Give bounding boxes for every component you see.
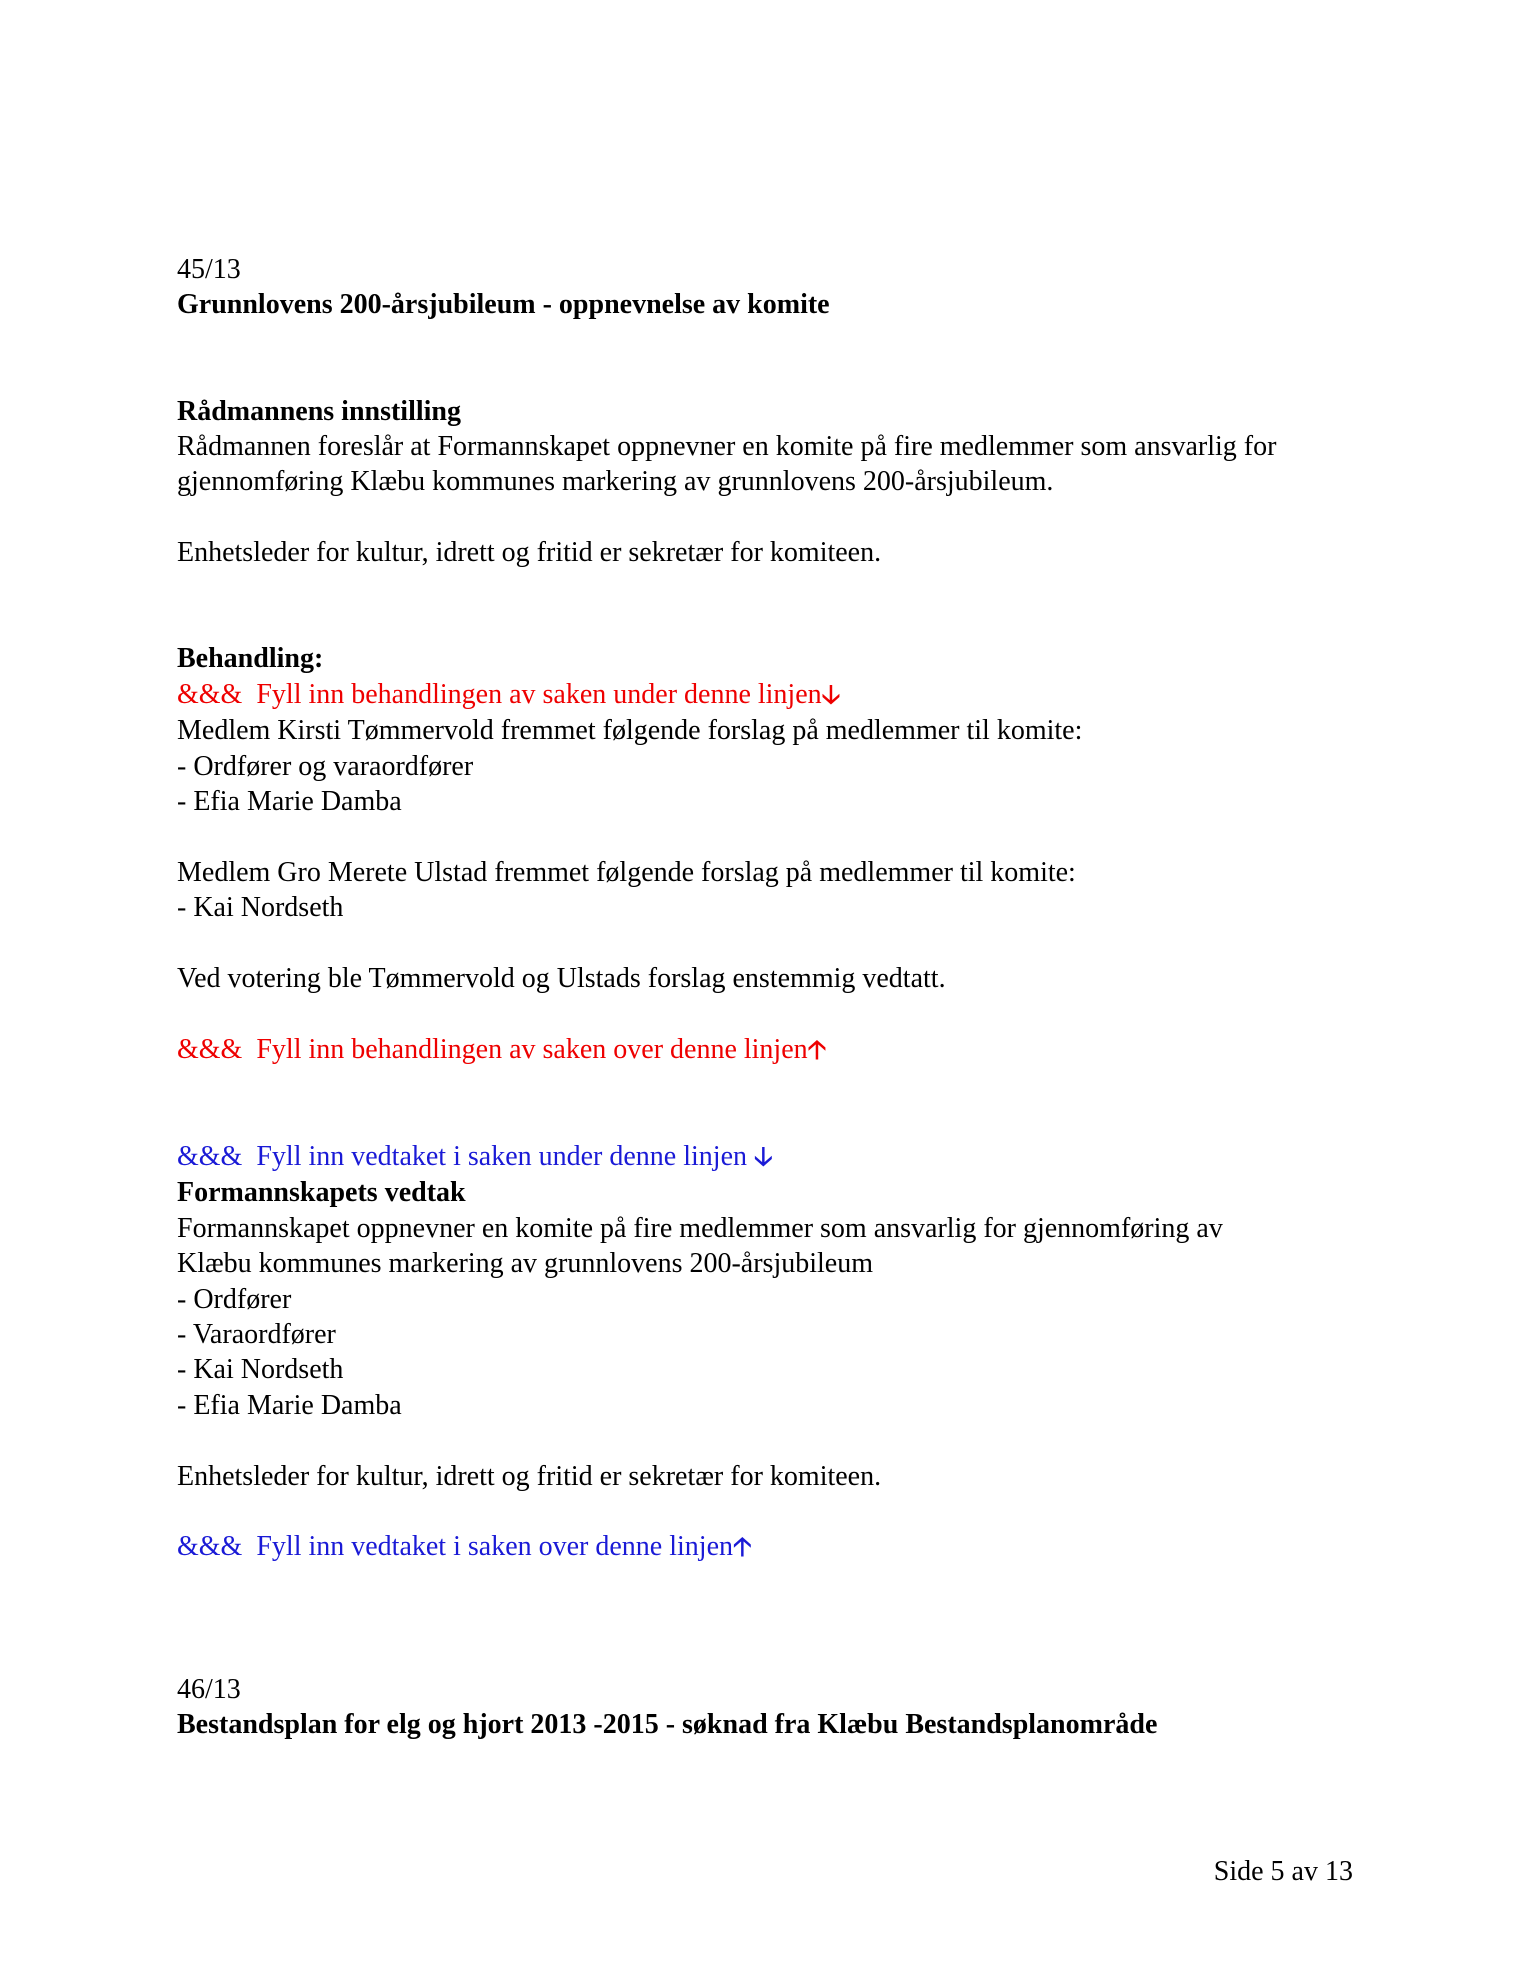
page-number: Side 5 av 13 (1213, 1856, 1353, 1887)
spacer (177, 1423, 1367, 1458)
spacer (177, 1104, 1367, 1139)
spacer (177, 1494, 1367, 1529)
proposal-intro: Medlem Kirsti Tømmervold fremmet følgende forslag på medlemmer til komite: (177, 715, 1083, 747)
arrow-down-icon: 🡣 (754, 1142, 773, 1173)
spacer (177, 1068, 1367, 1103)
case-number: 45/13 (177, 254, 241, 285)
arrow-up-icon: 🡡 (807, 1034, 827, 1065)
decision-item: - Varaordfører (177, 1319, 336, 1351)
decision-item: - Ordfører (177, 1283, 292, 1315)
decision-line: Klæbu kommunes markering av grunnlovens 200-årsjubileum (177, 1248, 873, 1280)
spacer (177, 1566, 1367, 1672)
proposal-item: - Kai Nordseth (177, 892, 344, 924)
arrow-down-icon: 🡣 (821, 679, 841, 710)
case-title: Grunnlovens 200-årsjubileum - oppnevnelse av komite (177, 289, 830, 321)
decision-item: - Kai Nordseth (177, 1354, 344, 1386)
treatment-marker-end-text: &&& Fyll inn behandlingen av saken over denne linjen (177, 1033, 808, 1065)
page-content (177, 252, 1367, 1743)
spacer (177, 996, 1367, 1031)
case-number: 46/13 (177, 1674, 241, 1706)
spacer (177, 571, 1367, 642)
decision-heading: Formannskapets vedtak (177, 1177, 466, 1209)
spacer (177, 323, 1367, 394)
recommendation-heading: Rådmannens innstilling (177, 395, 461, 427)
vote-result: Ved votering ble Tømmervold og Ulstads forslag enstemmig vedtatt. (177, 963, 946, 995)
treatment-heading: Behandling: (177, 643, 324, 675)
spacer (177, 819, 1367, 854)
arrow-up-icon: 🡡 (733, 1532, 752, 1563)
recommendation-line: gjennomføring Klæbu kommunes markering av grunnlovens 200-årsjubileum. (177, 466, 1054, 498)
proposal-item: - Ordfører og varaordfører (177, 750, 474, 782)
decision-marker-end (177, 1529, 1367, 1565)
recommendation-secretary: Enhetsleder for kultur, idrett og fritid er sekretær for komiteen. (177, 537, 882, 569)
proposal-item: - Efia Marie Damba (177, 786, 402, 818)
decision-secretary: Enhetsleder for kultur, idrett og fritid er sekretær for komiteen. (177, 1460, 882, 1492)
recommendation-line: Rådmannen foreslår at Formannskapet oppnevner en komite på fire medlemmer som ansvarlig for (177, 431, 1277, 463)
spacer (177, 500, 1367, 535)
treatment-marker-start (177, 677, 1367, 713)
case-title: Bestandsplan for elg og hjort 2013 -2015 - søknad fra Klæbu Bestandsplanområde (177, 1709, 1158, 1741)
decision-marker-end-text: &&& Fyll inn vedtaket i saken over denne linjen (177, 1531, 733, 1563)
decision-marker-start-text: &&& Fyll inn vedtaket i saken under denne linjen (177, 1141, 754, 1173)
decision-item: - Efia Marie Damba (177, 1389, 402, 1421)
treatment-marker-end (177, 1032, 1367, 1068)
proposal-intro: Medlem Gro Merete Ulstad fremmet følgende forslag på medlemmer til komite: (177, 856, 1076, 888)
decision-line: Formannskapet oppnevner en komite på fire medlemmer som ansvarlig for gjennomføring av (177, 1212, 1223, 1244)
treatment-marker-start-text: &&& Fyll inn behandlingen av saken under denne linjen (177, 678, 822, 710)
spacer (177, 926, 1367, 961)
decision-marker-start (177, 1139, 1367, 1175)
